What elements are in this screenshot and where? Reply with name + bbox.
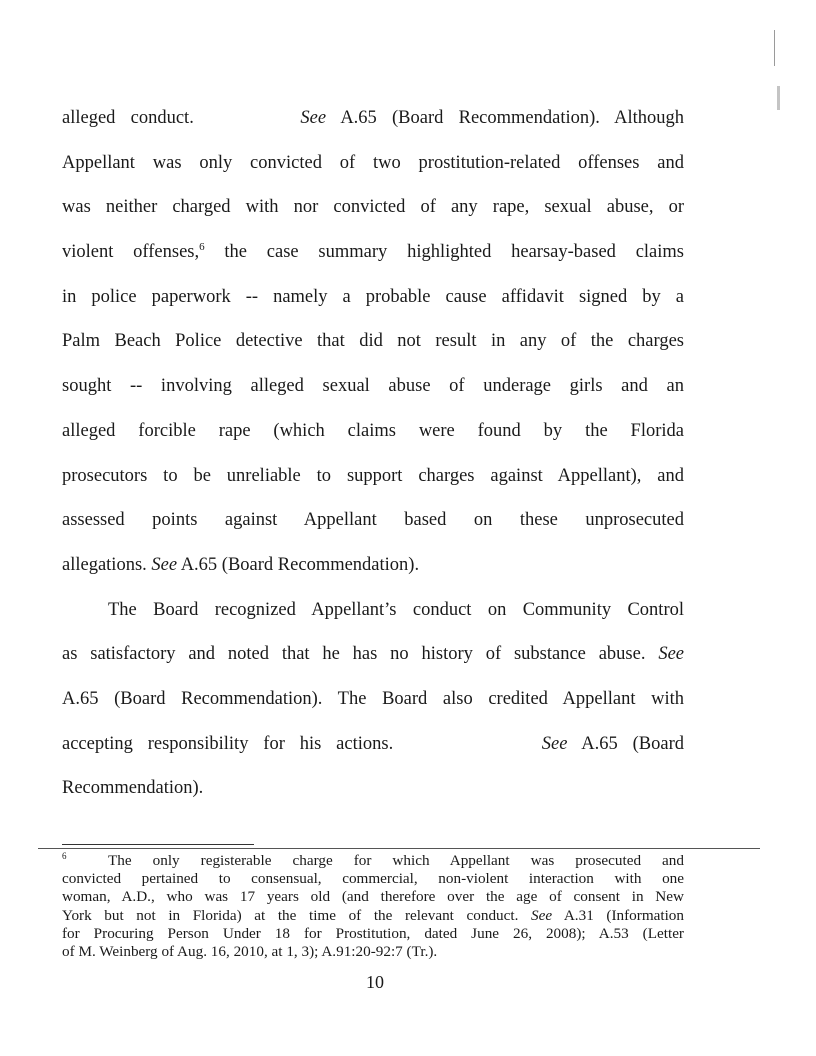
footnote-reference[interactable]: 6 — [199, 240, 205, 253]
footnote-line: convicted pertained to consensual, commercial, non-violent interaction with one — [62, 870, 684, 888]
footnote-line: woman, A.D., who was 17 years old (and therefore over the age of consent in New — [62, 888, 684, 906]
footnote-line: 6 The only registerable charge for which Appellant was prosecuted and — [62, 850, 684, 869]
body-line: accepting responsibility for his actions. See A.65 (Board — [62, 733, 684, 754]
body-line: allegations. See A.65 (Board Recommendation). — [62, 554, 420, 575]
page-number: 10 — [366, 972, 384, 992]
signal-see: See — [658, 644, 684, 665]
body-line: A.65 (Board Recommendation). The Board also credited Appellant with — [62, 688, 684, 709]
signal-see: See — [531, 906, 553, 924]
footnote-line: of M. Weinberg of Aug. 16, 2010, at 1, 3); A.91:20-92:7 (Tr.). — [62, 942, 438, 960]
body-line: violent offenses,$^6$ the case summary highlighted hearsay-based claims — [62, 240, 684, 263]
body-line: Appellant was only convicted of two prostitution-related offenses and — [62, 152, 684, 173]
body-line: The Board recognized Appellant’s conduct on Community Control — [108, 599, 684, 620]
scan-edge-mark — [774, 30, 775, 66]
scan-edge-mark — [777, 86, 780, 110]
body-line: sought -- involving alleged sexual abuse of underage girls and an — [62, 376, 684, 397]
footnote-line: York but not in Florida) at the time of the relevant conduct. See A.31 (Information — [62, 906, 684, 924]
signal-see: See — [300, 108, 327, 128]
body-line: assessed points against Appellant based on these unprosecuted — [62, 510, 684, 531]
body-text — [62, 96, 684, 811]
body-line: prosecutors to be unreliable to support charges against Appellant), and — [62, 465, 684, 486]
signal-see: See — [151, 554, 178, 575]
body-line: Recommendation). — [62, 778, 204, 799]
footnote-line: for Procuring Person Under 18 for Prostitution, dated June 26, 2008); A.53 (Letter — [62, 924, 684, 942]
body-line: in police paperwork -- namely a probable cause affidavit signed by a — [62, 286, 684, 307]
body-line: as satisfactory and noted that he has no history of substance abuse. See — [62, 644, 684, 665]
footnote-separator — [62, 844, 254, 845]
body-line: alleged conduct. See A.65 (Board Recommendation). Although — [62, 108, 684, 128]
body-line: Palm Beach Police detective that did not result in any of the charges — [62, 331, 684, 352]
signal-see: See — [541, 733, 568, 754]
body-line: alleged forcible rape (which claims were found by the Florida — [62, 420, 684, 441]
footnote — [62, 852, 684, 961]
page-divider — [38, 848, 760, 849]
body-line: was neither charged with nor convicted of any rape, sexual abuse, or — [62, 197, 684, 218]
